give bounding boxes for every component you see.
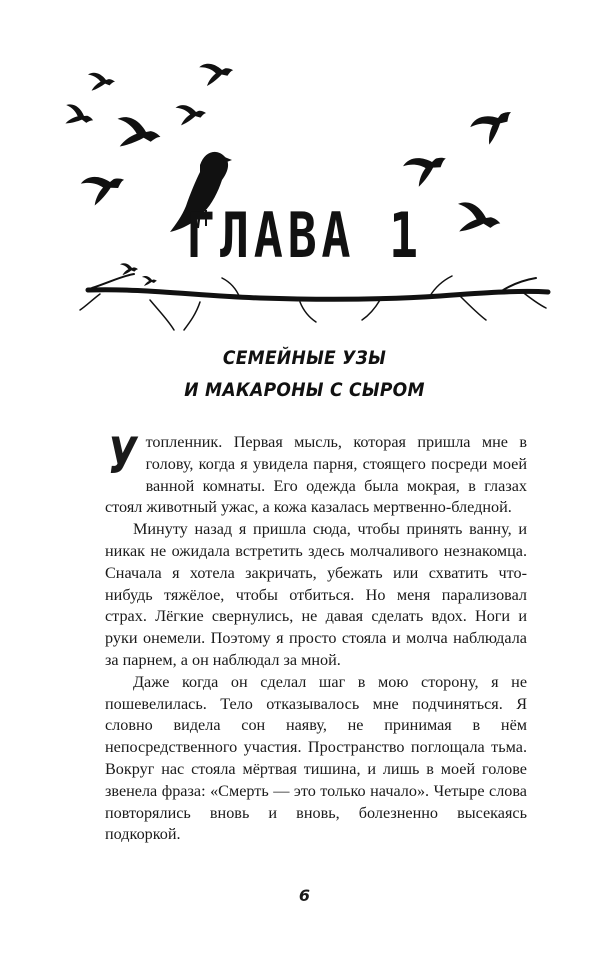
flying-crow-icon xyxy=(88,73,115,91)
body-text xyxy=(105,427,527,846)
paragraph-1-text: топленник. Первая мысль, которая пришла мне в голову, когда я увидела парня, стоящего посреди моей ванной комнаты. Его одежда была мокрая, в глазах стоял животный ужас, а кожа казалась мертвенно-бледной. xyxy=(105,433,527,517)
drop-cap: У xyxy=(107,427,137,485)
flying-crow-icon xyxy=(175,103,207,126)
paragraph-1 xyxy=(105,427,527,519)
flying-crow-icon xyxy=(199,59,235,86)
chapter-subtitle-line-2: И МАКАРОНЫ С СЫРОМ xyxy=(184,379,425,401)
paragraph-3: Даже когда он сделал шаг в мою сторону, я не пошевелилась. Тело отказывалось мне подчиняться. Я словно видела сон наяву, не принимая в нём непосредственного участия. Пространство поглощала тьма. Вокруг нас стояла мёртвая тишина, и лишь в моей голове звенела фраза: «Смерть — это только начало». Четыре слова повторялись вновь и вновь, болезненно высекаясь подкоркой. xyxy=(105,672,527,844)
chapter-subtitle xyxy=(0,342,609,406)
flying-crow-icon xyxy=(469,101,519,148)
paragraph-2: Минуту назад я пришла сюда, чтобы принять ванну, и никак не ожидала встретить здесь молчаливого незнакомца. Сначала я хотела закричать, убежать или схватить что-нибудь тяжёлое, чтобы отбиться. Но меня парализовал страх. Лёгкие свернулись, не давая сделать вдох. Ноги и руки онемели. Поэтому я просто стояла и молча наблюдала за парнем, а он наблюдал за мной. xyxy=(105,520,527,669)
chapter-title: ГЛАВА 1 xyxy=(186,199,423,272)
chapter-subtitle-line-1: СЕМЕЙНЫЕ УЗЫ xyxy=(222,347,387,369)
page-number: 6 xyxy=(298,886,311,905)
flying-crow-icon xyxy=(80,167,129,208)
flying-crow-icon xyxy=(402,146,452,189)
flying-crow-icon xyxy=(114,116,163,152)
flying-crow-icon xyxy=(62,103,96,130)
flying-crow-icon xyxy=(142,276,157,286)
crows-branch-illustration xyxy=(0,0,609,340)
